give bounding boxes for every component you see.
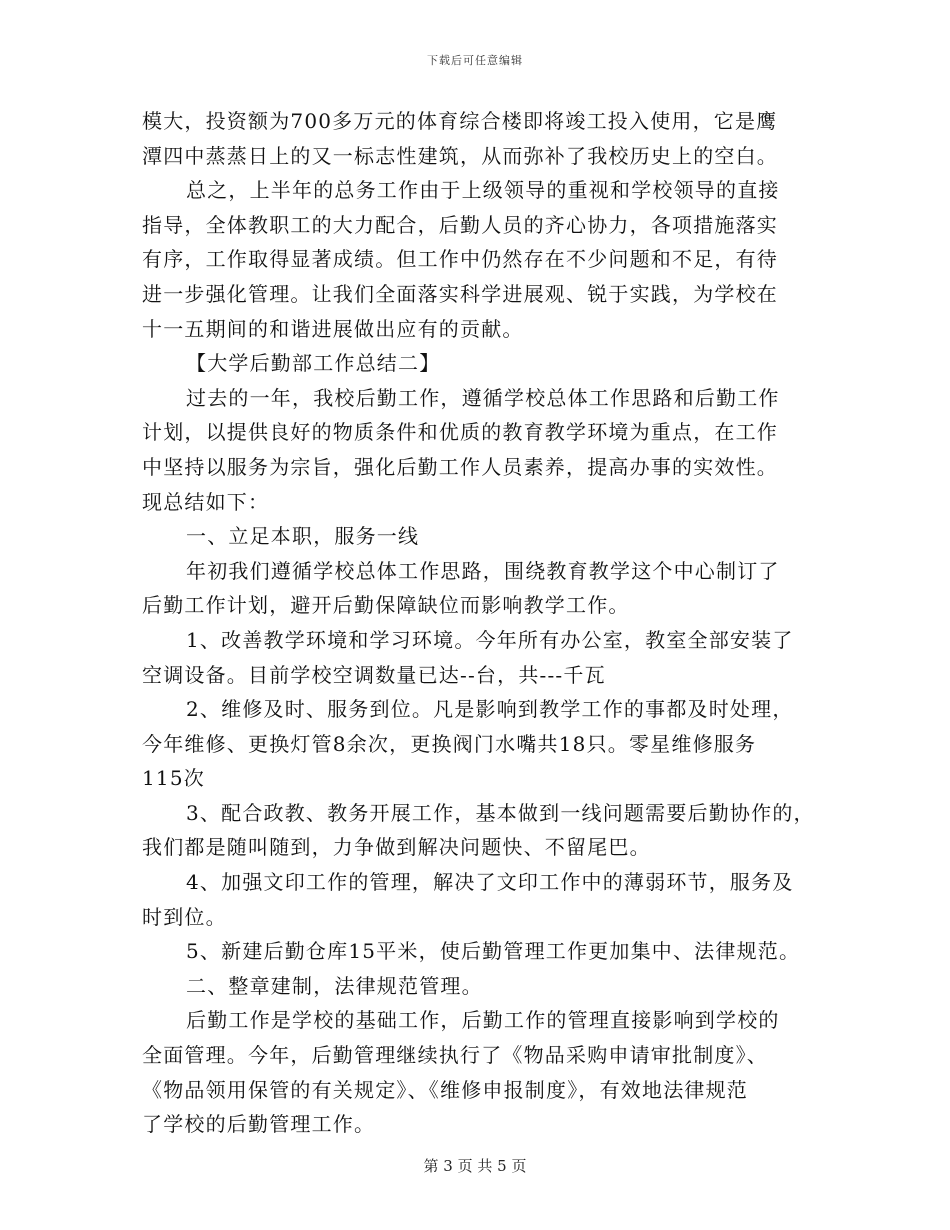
text-line: 了学校的后勤管理工作。 [142, 1112, 376, 1137]
text-line: 4、加强文印工作的管理，解决了文印工作中的薄弱环节，服务及 [186, 870, 794, 895]
text-line: 后勤工作计划，避开后勤保障缺位而影响教学工作。 [142, 593, 630, 618]
text-line: 总之，上半年的总务工作由于上级领导的重视和学校领导的直接 [186, 178, 780, 203]
text-line: 1、改善教学环境和学习环境。今年所有办公室，教室全部安装了 [186, 627, 794, 652]
text-line: 2、维修及时、服务到位。凡是影响到教学工作的事都及时处理， [186, 697, 794, 722]
section-title: 【大学后勤部工作总结二】 [186, 351, 441, 376]
text-line: 时到位。 [142, 904, 227, 929]
text-line: 我们都是随叫随到，力争做到解决问题快、不留尾巴。 [142, 835, 651, 860]
text-line: 中坚持以服务为宗旨，强化后勤工作人员素养，提高办事的实效性。 [142, 454, 778, 479]
page-footer: 第 3 页 共 5 页 [423, 1157, 527, 1175]
text-line: 今年维修、更换灯管8余次，更换阀门水嘴共18只。零星维修服务 [142, 731, 757, 756]
text-line: 后勤工作是学校的基础工作，后勤工作的管理直接影响到学校的 [186, 1008, 780, 1033]
text-line: 过去的一年，我校后勤工作，遵循学校总体工作思路和后勤工作 [186, 385, 780, 410]
heading-line: 一、立足本职，服务一线 [186, 524, 420, 549]
heading-line: 二、整章建制，法律规范管理。 [186, 973, 483, 998]
document-body [142, 104, 822, 1142]
text-line: 有序，工作取得显著成绩。但工作中仍然存在不少问题和不足，有待 [142, 247, 778, 272]
text-line: 3、配合政教、教务开展工作，基本做到一线问题需要后勤协作的， [186, 800, 815, 825]
text-line: 《物品领用保管的有关规定》、《维修申报制度》，有效地法律规范 [142, 1077, 748, 1102]
text-line: 计划，以提供良好的物质条件和优质的教育教学环境为重点，在工作 [142, 420, 778, 445]
text-line: 现总结如下： [142, 489, 270, 514]
text-line: 指导，全体教职工的大力配合，后勤人员的齐心协力，各项措施落实 [142, 212, 778, 237]
text-line: 年初我们遵循学校总体工作思路，围绕教育教学这个中心制订了 [186, 558, 780, 583]
text-line: 5、新建后勤仓库15平米，使后勤管理工作更加集中、法律规范。 [186, 939, 801, 964]
text-line: 进一步强化管理。让我们全面落实科学进展观、锐于实践，为学校在 [142, 281, 778, 306]
page-header: 下载后可任意编辑 [427, 54, 523, 67]
text-line: 115次 [142, 766, 205, 791]
text-line: 空调设备。目前学校空调数量已达--台，共---千瓦 [142, 662, 606, 687]
text-line: 模大，投资额为700多万元的体育综合楼即将竣工投入使用，它是鹰 [142, 109, 778, 133]
text-line: 全面管理。今年，后勤管理继续执行了《物品采购申请审批制度》、 [142, 1043, 768, 1068]
text-line: 潭四中蒸蒸日上的又一标志性建筑，从而弥补了我校历史上的空白。 [142, 143, 778, 168]
text-line: 十一五期间的和谐进展做出应有的贡献。 [142, 316, 524, 341]
